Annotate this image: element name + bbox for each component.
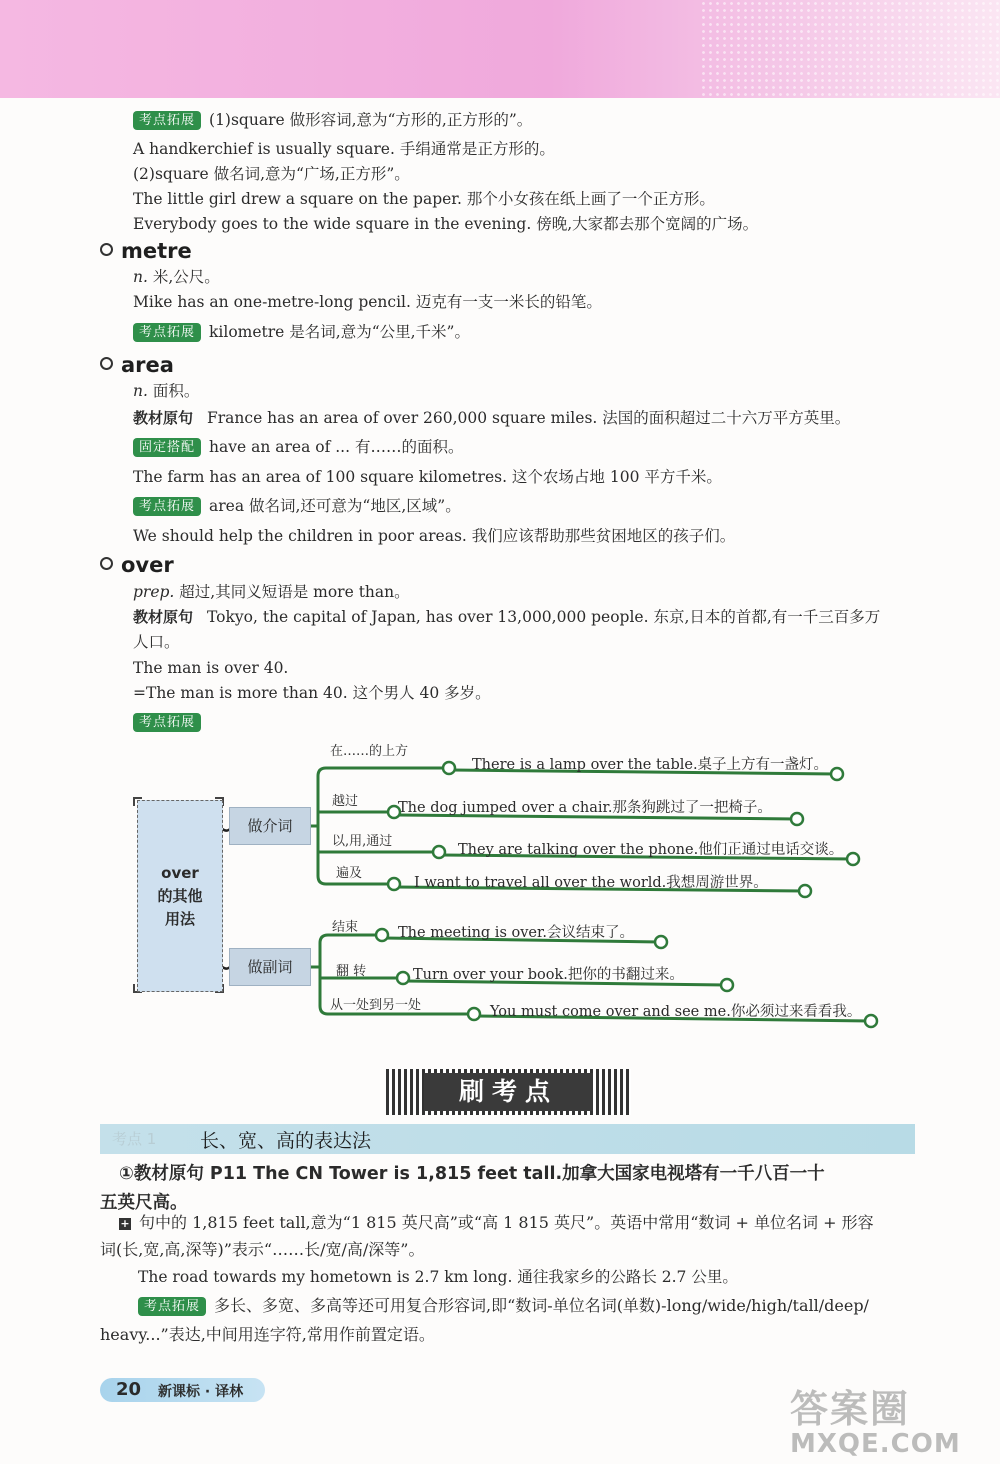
- square-l2: A handkerchief is usually square. 手绢通常是正方形的。: [133, 140, 555, 158]
- area-meaning: 面积。: [152, 382, 200, 400]
- metre-meaning: 米,公尺。: [152, 268, 220, 286]
- metre-ext: kilometre 是名词,意为“公里,千米”。: [209, 323, 470, 341]
- page-footer: [100, 1378, 265, 1402]
- mind-item: You must come over and see me.你必须过来看看我。: [490, 1004, 862, 1020]
- square-l3: (2)square 做名词,意为“广场,正方形”。: [133, 165, 410, 183]
- textbook-label: 教材原句: [133, 409, 194, 427]
- area-orig: France has an area of over 260,000 square miles. 法国的面积超过二十六万平方英里。: [207, 409, 851, 427]
- square-l5: Everybody goes to the wide square in the evening. 傍晚,大家都去那个宽阔的广场。: [133, 215, 759, 233]
- exam-ext-tag: 考点拓展: [133, 323, 201, 342]
- mind-cat: 结束: [332, 920, 359, 935]
- kp-number: 考点 1: [112, 1130, 157, 1148]
- kp-exp1: 句中的 1,815 feet tall,意为“1 815 英尺高”或“高 1 815 英尺”。英语中常用“数词 + 单位名词 + 形容: [139, 1213, 874, 1232]
- metre-pos: n.: [133, 268, 148, 286]
- mind-item: The meeting is over.会议结束了。: [398, 925, 634, 941]
- over-word: over: [121, 553, 174, 577]
- mind-cat: 在……的上方: [330, 744, 409, 759]
- mind-item: The dog jumped over a chair.那条狗跳过了一把椅子。: [398, 800, 772, 816]
- mind-cat: 翻 转: [336, 964, 367, 979]
- center-line3: 用法: [164, 909, 195, 928]
- square-l4: The little girl drew a square on the paper. 那个小女孩在纸上画了一个正方形。: [133, 190, 715, 208]
- area-fixed: have an area of ... 有……的面积。: [209, 438, 464, 456]
- kp-orig2: 五英尺高。: [100, 1193, 188, 1213]
- square-l1: (1)square 做形容词,意为“方形的,正方形的”。: [209, 111, 533, 129]
- area-ext-ex: We should help the children in poor areas. 我们应该帮助那些贫困地区的孩子们。: [133, 527, 736, 545]
- mind-cat: 从一处到另一处: [330, 998, 422, 1013]
- metre-ex: Mike has an one-metre-long pencil. 迈克有一支一米长的铅笔。: [133, 293, 602, 311]
- mind-item: I want to travel all over the world.我想周游世界。: [414, 875, 768, 891]
- mind-cat: 遍及: [336, 866, 363, 881]
- area-ext: area 做名词,还可意为“地区,区域”。: [209, 497, 461, 515]
- area-word: area: [121, 353, 174, 377]
- over-ex2: =The man is more than 40. 这个男人 40 多岁。: [133, 684, 491, 702]
- book-title: 新课标 · 译林: [158, 1384, 244, 1400]
- section-title: 刷考点: [424, 1073, 593, 1111]
- kp-title: 长、宽、高的表达法: [200, 1130, 372, 1152]
- center-line1: over: [161, 863, 199, 882]
- kp-ex: The road towards my hometown is 2.7 km long. 通往我家乡的公路长 2.7 公里。: [138, 1268, 738, 1286]
- exam-ext-tag: 考点拓展: [133, 713, 201, 732]
- over-orig1: Tokyo, the capital of Japan, has over 13,000,000 people. 东京,日本的首都,有一千三百多万: [207, 608, 881, 626]
- exam-ext-tag: 考点拓展: [133, 497, 201, 516]
- mind-cat: 以,用,通过: [332, 834, 393, 849]
- exam-ext-tag: 考点拓展: [138, 1297, 206, 1316]
- mind-cat: 越过: [332, 794, 359, 809]
- over-ex1: The man is over 40.: [133, 659, 289, 677]
- kp-ext1: 多长、多宽、多高等还可用复合形容词,即“数词-单位名词(单数)-long/wide/high/tall/deep/: [214, 1296, 869, 1315]
- mind-item: They are talking over the phone.他们正通过电话交谈。: [458, 842, 844, 858]
- section-banner: [386, 1069, 631, 1115]
- mindmap-center: [137, 800, 223, 992]
- exam-ext-tag: 考点拓展: [133, 111, 201, 130]
- page-number: 20: [116, 1379, 142, 1400]
- kp-exp1-line: [119, 1213, 874, 1233]
- area-pos: n.: [133, 382, 148, 400]
- metre-word: metre: [121, 239, 192, 263]
- mindmap-adv-node: 做副词: [229, 948, 311, 986]
- over-meaning: 超过,其同义短语是 more than。: [179, 583, 410, 601]
- watermark-line2: MXQE.COM: [790, 1429, 961, 1459]
- kp-orig1: ①教材原句 P11 The CN Tower is 1,815 feet tall.加拿大国家电视塔有一千八百一十: [119, 1164, 825, 1184]
- kp-ext-line: [138, 1296, 869, 1316]
- over-pos: prep.: [133, 583, 175, 601]
- mind-item: There is a lamp over the table.桌子上方有一盏灯。: [472, 757, 829, 773]
- area-fixed-ex: The farm has an area of 100 square kilometres. 这个农场占地 100 平方千米。: [133, 468, 722, 486]
- center-line2: 的其他: [157, 886, 203, 905]
- fixed-collocation-tag: 固定搭配: [133, 438, 201, 457]
- mind-item: Turn over your book.把你的书翻过来。: [413, 967, 684, 983]
- kp-heading: [100, 1124, 915, 1154]
- kp-exp2: 词(长,宽,高,深等)”表示“……长/宽/高/深等”。: [100, 1240, 425, 1259]
- plus-icon: +: [120, 1217, 130, 1230]
- textbook-label: 教材原句: [133, 608, 194, 626]
- watermark: [790, 1378, 990, 1458]
- mindmap-prep-node: 做介词: [229, 807, 311, 845]
- kp-ext2: heavy...”表达,中间用连字符,常用作前置定语。: [100, 1325, 435, 1344]
- over-orig2: 人口。: [133, 633, 180, 651]
- watermark-line1: 答案圈: [790, 1387, 911, 1431]
